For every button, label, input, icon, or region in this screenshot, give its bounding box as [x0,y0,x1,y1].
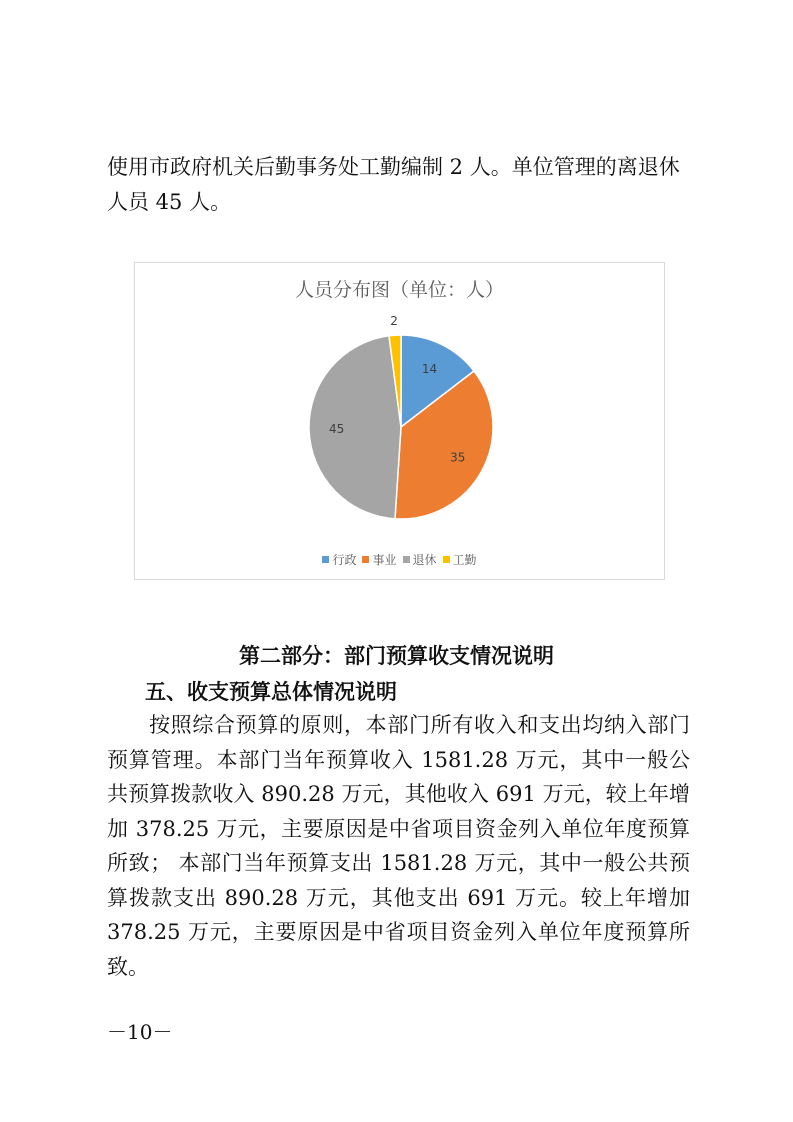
pie-data-label-1: 35 [450,450,466,465]
legend-swatch-0 [322,556,329,563]
chart-title: 人员分布图（单位：人） [294,279,504,301]
pie-data-label-0: 14 [421,362,438,377]
legend-item-3 [443,551,477,568]
legend-label-3: 工勤 [452,553,477,567]
body-paragraph: 按照综合预算的原则，本部门所有收入和支出均纳入部门预算管理。本部门当年预算收入 1581.28 万元，其中一般公共预算拨款收入 890.28 万元，其他收入 691 万元，较上年增加 378.25 万元，主要原因是中省项目资金列入单位年度预算所致； 本部门当年预算支出 1581.28 万元，其中一般公共预算拨款支出 890.28 万元，其他支出 691 万元。较上年增加 378.25 万元，主要原因是中省项目资金列入单位年度预算所致。 [107,713,690,979]
legend-label-2: 退休 [412,553,437,567]
legend-label-0: 行政 [332,553,357,567]
pie-data-label-2: 45 [328,422,345,437]
pie-data-label-3: 2 [390,314,398,329]
legend-item-2 [403,551,437,568]
legend-swatch-1 [362,556,369,563]
page-number: －10－ [107,1020,173,1044]
legend-item-0 [322,551,356,568]
legend-swatch-3 [443,556,450,563]
sub-heading: 五、收支预算总体情况说明 [145,680,397,704]
pie-chart [134,262,665,580]
pie-slice-2 [309,336,401,519]
legend-swatch-2 [403,556,410,563]
chart-legend [135,551,664,568]
legend-label-1: 事业 [372,553,397,567]
legend-item-1 [362,551,396,568]
pie-chart-canvas [135,263,666,581]
section-title: 第二部分：部门预算收支情况说明 [239,644,554,668]
intro-paragraph: 使用市政府机关后勤事务处工勤编制 2 人。单位管理的离退休人员 45 人。 [107,155,680,214]
